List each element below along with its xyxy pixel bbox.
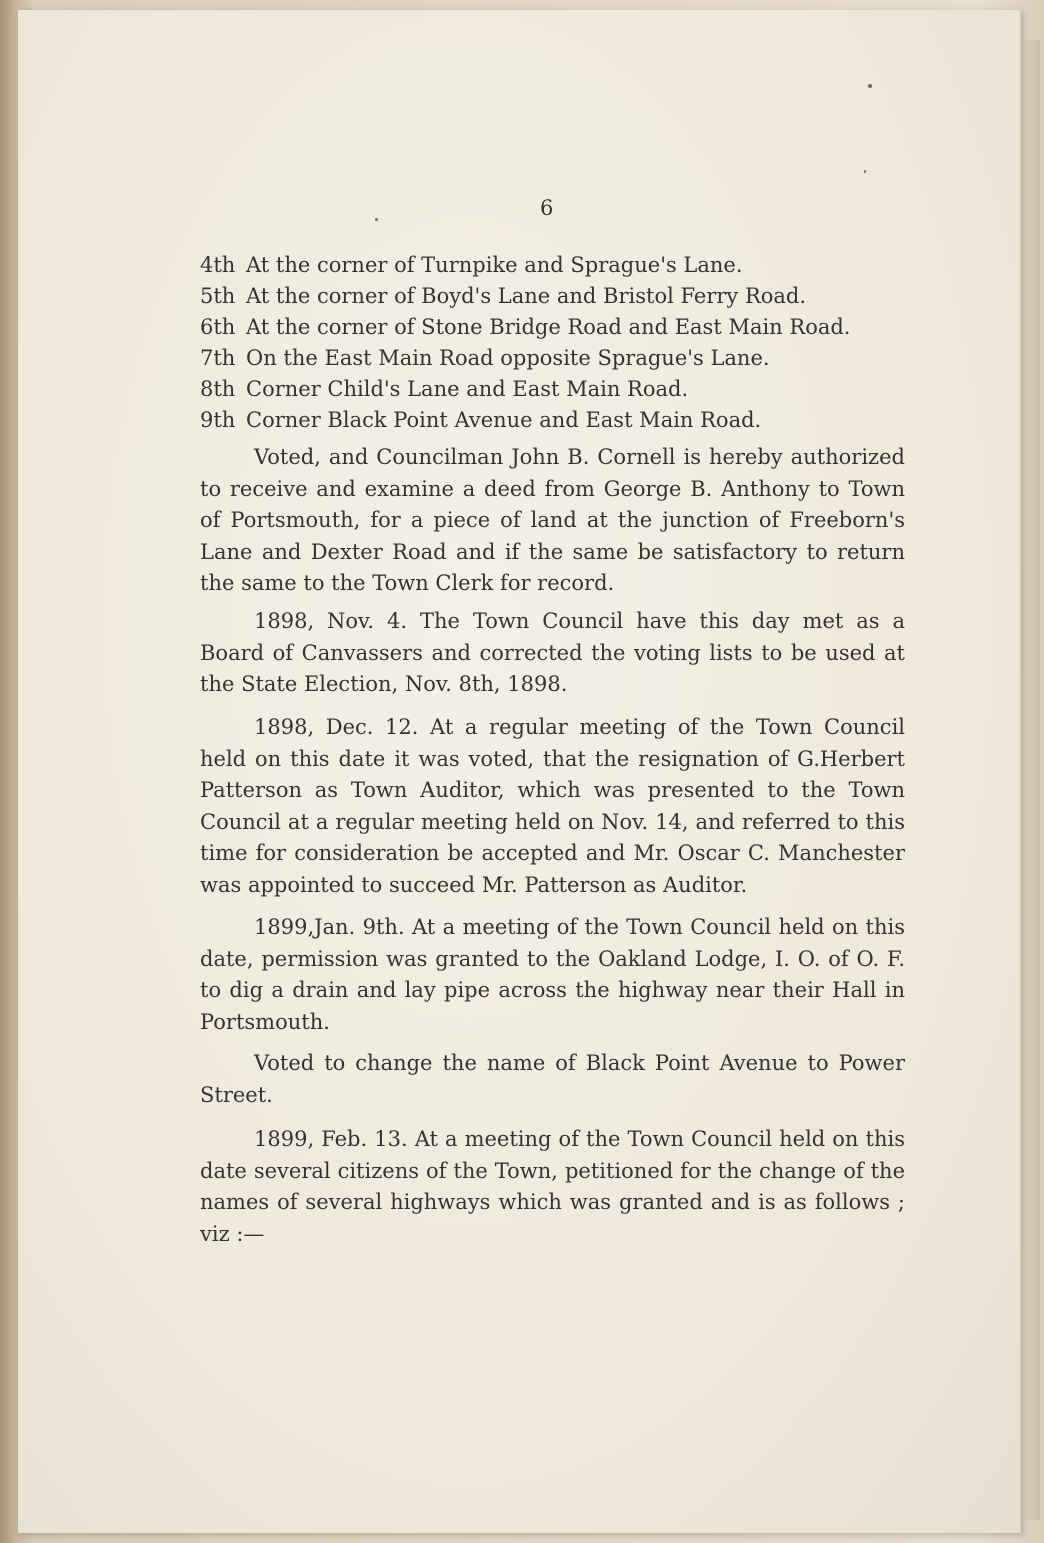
paper-speck: [375, 218, 378, 221]
list-item: [200, 312, 920, 343]
list-item-location: Corner Child's Lane and East Main Road.: [246, 377, 689, 401]
paragraph-board-of-canvassers: [200, 606, 905, 701]
paragraph-text: Voted, and Councilman John B. Cornell is hereby authorized to receive and examine a deed from George B. Anthony to Town of Portsmouth, for a piece of land at the junction of Freeborn's Lane and Dexter Road and if the same be satisfactory to return the same to the Town Clerk for record.: [200, 445, 905, 595]
page-number: 6: [540, 196, 554, 220]
paragraph-auditor-resignation: [200, 712, 905, 901]
polling-places-list: [200, 250, 920, 436]
paragraph-deed-authorization: [200, 442, 905, 600]
list-item-ordinal: 6th: [200, 315, 236, 339]
list-item-location: At the corner of Boyd's Lane and Bristol Ferry Road.: [246, 284, 807, 308]
list-item-location: At the corner of Stone Bridge Road and East Main Road.: [246, 315, 851, 339]
paragraph-text: 1899, Feb. 13. At a meeting of the Town Council held on this date several citizens of the Town, petitioned for the change of the names of several highways which was granted and is as follows ; viz :—: [200, 1127, 905, 1246]
paragraph-text: 1898, Dec. 12. At a regular meeting of the Town Council held on this date it was voted, that the resignation of G.Herbert Patterson as Town Auditor, which was presented to the Town Council at a regular meeting held on Nov. 14, and referred to this time for consideration be accepted and Mr. Oscar C. Manchester was appointed to succeed Mr. Patterson as Auditor.: [200, 715, 905, 897]
list-item: [200, 250, 920, 281]
list-item: [200, 405, 920, 436]
list-item-location: On the East Main Road opposite Sprague's Lane.: [246, 346, 770, 370]
paragraph-text: 1898, Nov. 4. The Town Council have this day met as a Board of Canvassers and corrected the voting lists to be used at the State Election, Nov. 8th, 1898.: [200, 609, 905, 696]
paragraph-text: 1899,Jan. 9th. At a meeting of the Town Council held on this date, permission was granted to the Oakland Lodge, I. O. of O. F. to dig a drain and lay pipe across the highway near their Hall in Portsmouth.: [200, 915, 905, 1034]
list-item: [200, 374, 920, 405]
list-item-ordinal: 7th: [200, 346, 236, 370]
list-item-ordinal: 9th: [200, 408, 236, 432]
paper-speck: [864, 170, 866, 173]
list-item-ordinal: 8th: [200, 377, 236, 401]
paper-speck: [868, 84, 872, 88]
list-item-ordinal: 4th: [200, 253, 236, 277]
list-item: [200, 281, 920, 312]
paragraph-street-rename: [200, 1048, 905, 1111]
list-item-ordinal: 5th: [200, 284, 236, 308]
list-item-location: At the corner of Turnpike and Sprague's Lane.: [246, 253, 743, 277]
paragraph-drain-permission: [200, 912, 905, 1038]
paragraph-text: Voted to change the name of Black Point Avenue to Power Street.: [200, 1051, 905, 1107]
paragraph-highway-petition: [200, 1124, 905, 1250]
list-item-location: Corner Black Point Avenue and East Main Road.: [246, 408, 762, 432]
list-item: [200, 343, 920, 374]
